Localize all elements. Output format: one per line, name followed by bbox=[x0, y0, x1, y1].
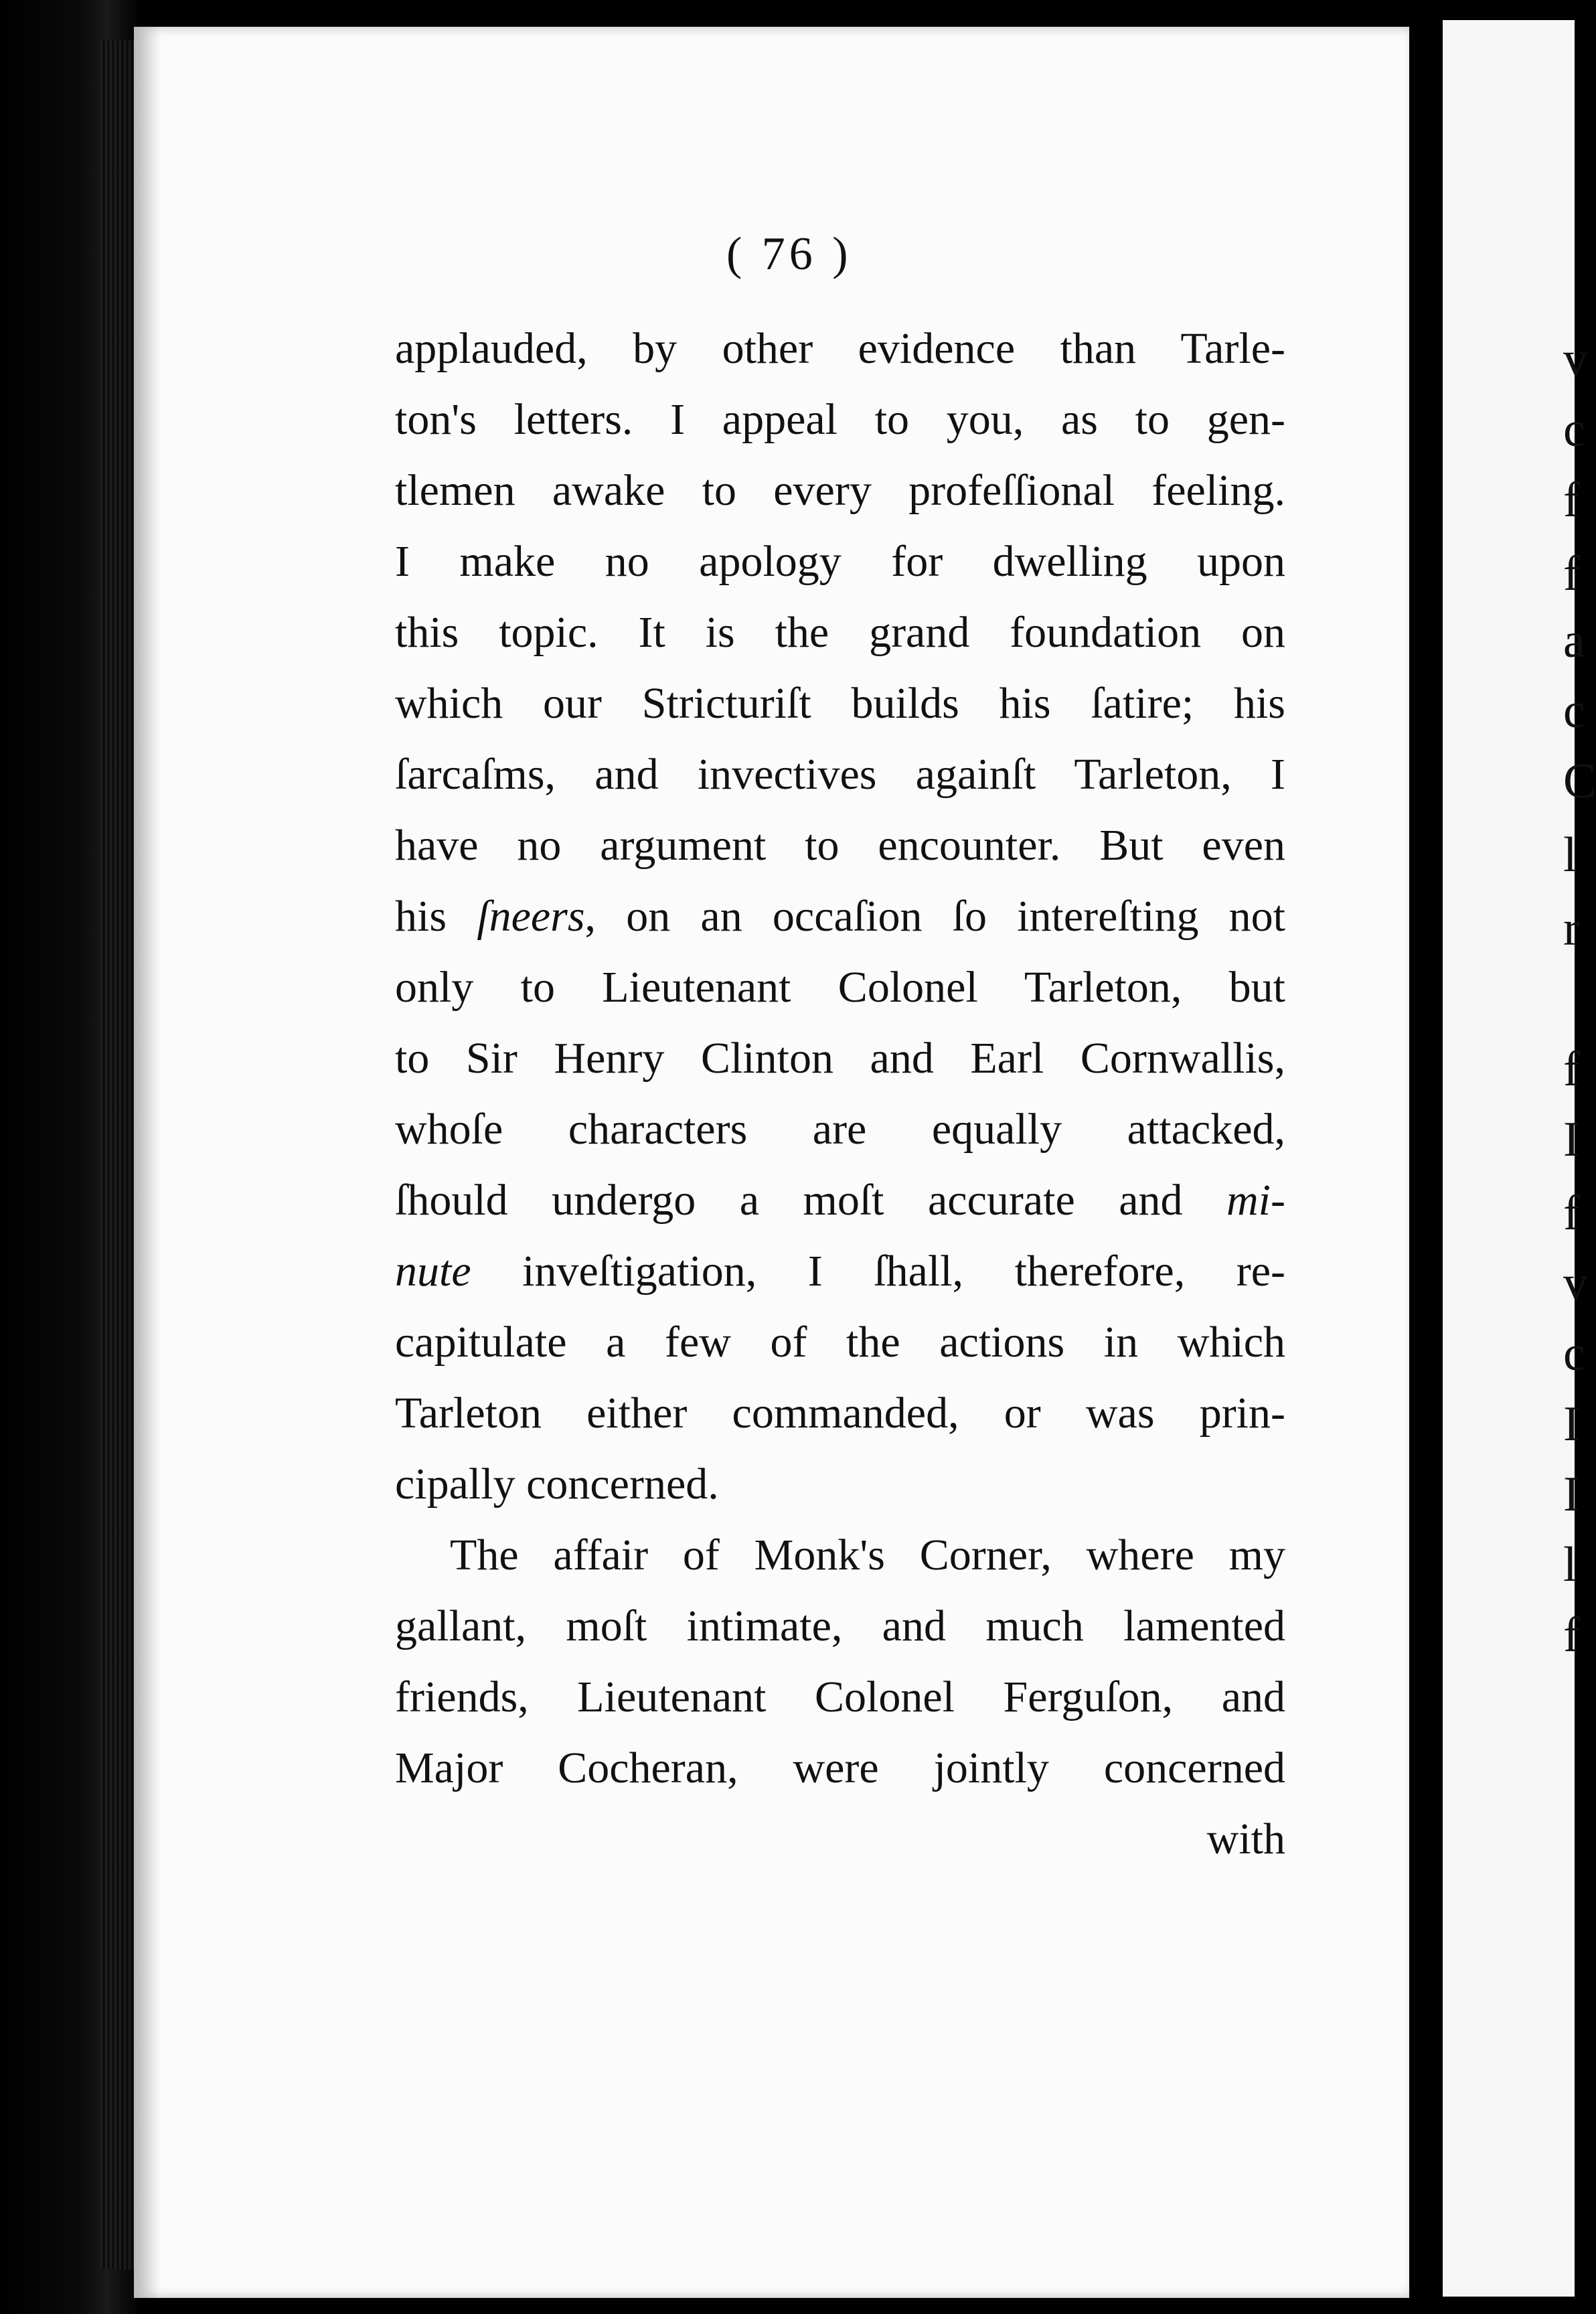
facing-page-edge bbox=[1443, 20, 1596, 2297]
facing-page-letter: v bbox=[1563, 332, 1588, 387]
text-line bbox=[395, 1236, 1285, 1307]
text-segment: only to Lieutenant Colonel Tarleton, but bbox=[395, 963, 1285, 1012]
text-segment: ſarcaſms, and invectives againſt Tarleton, I bbox=[395, 750, 1285, 799]
page-stack-edges bbox=[100, 40, 134, 2270]
facing-page-letter: l bbox=[1563, 828, 1577, 882]
text-line bbox=[395, 1449, 1285, 1520]
text-segment: Major Cocheran, were jointly concerned bbox=[395, 1744, 1285, 1792]
text-segment: friends, Lieutenant Colonel Ferguſon, and bbox=[395, 1673, 1285, 1721]
text-segment: to Sir Henry Clinton and Earl Cornwallis, bbox=[395, 1034, 1285, 1083]
facing-page-letter: f bbox=[1563, 1186, 1580, 1241]
facing-page-letter: r bbox=[1563, 901, 1580, 956]
facing-page-letter: f bbox=[1563, 1042, 1580, 1097]
text-line bbox=[395, 881, 1285, 952]
facing-page-letter: I bbox=[1563, 1397, 1580, 1452]
facing-page-letter: f bbox=[1563, 546, 1580, 601]
italic-text: mi- bbox=[1226, 1176, 1285, 1225]
text-segment: have no argument to encounter. But even bbox=[395, 821, 1285, 870]
text-line bbox=[395, 1733, 1285, 1804]
text-segment: Tarleton either commanded, or was prin- bbox=[395, 1389, 1285, 1438]
facing-page-letter: I bbox=[1563, 1112, 1580, 1167]
text-segment: The affair of Monk's Corner, where my bbox=[450, 1531, 1285, 1579]
facing-page-letter: C bbox=[1563, 754, 1596, 809]
text-line bbox=[395, 455, 1285, 526]
text-segment: gallant, moſt intimate, and much lamented bbox=[395, 1602, 1285, 1650]
text-line bbox=[395, 1378, 1285, 1449]
text-line bbox=[395, 952, 1285, 1023]
text-line bbox=[395, 1023, 1285, 1094]
italic-text: nute bbox=[395, 1247, 471, 1296]
text-line bbox=[395, 1591, 1285, 1662]
facing-page-letter: c bbox=[1563, 402, 1585, 457]
text-segment: , on an occaſion ſo intereſting not bbox=[584, 892, 1285, 941]
text-segment: this topic. It is the grand foundation on bbox=[395, 608, 1285, 657]
text-segment: whoſe characters are equally attacked, bbox=[395, 1105, 1285, 1154]
text-segment: I make no apology for dwelling upon bbox=[395, 537, 1285, 586]
facing-page-letter: l bbox=[1563, 1537, 1577, 1592]
text-line bbox=[395, 810, 1285, 881]
text-segment: capitulate a few of the actions in which bbox=[395, 1318, 1285, 1367]
catchword: with bbox=[1206, 1815, 1285, 1863]
text-line bbox=[395, 384, 1285, 455]
text-line bbox=[395, 526, 1285, 597]
text-line bbox=[395, 1662, 1285, 1733]
page-number: ( 76 ) bbox=[726, 228, 852, 280]
text-segment: his bbox=[395, 892, 477, 941]
text-line bbox=[395, 668, 1285, 739]
text-segment: cipally concerned. bbox=[395, 1460, 719, 1509]
facing-page-letter: I bbox=[1563, 1467, 1580, 1522]
text-line bbox=[395, 1307, 1285, 1378]
text-segment: inveſtigation, I ſhall, therefore, re- bbox=[471, 1247, 1285, 1296]
text-line bbox=[395, 1520, 1285, 1591]
page-gap bbox=[1409, 0, 1443, 2314]
page-gutter-shadow bbox=[134, 27, 161, 2298]
text-line bbox=[395, 1094, 1285, 1165]
facing-page-letter: v bbox=[1563, 1256, 1588, 1311]
text-segment: tlemen awake to every profeſſional feeling. bbox=[395, 466, 1285, 515]
text-line bbox=[395, 1165, 1285, 1236]
text-segment: applauded, by other evidence than Tarle- bbox=[395, 324, 1285, 373]
text-segment: which our Stricturiſt builds his ſatire; his bbox=[395, 679, 1285, 728]
text-line bbox=[395, 597, 1285, 668]
facing-page-letter: f bbox=[1563, 1608, 1580, 1663]
text-segment: ton's letters. I appeal to you, as to gen- bbox=[395, 395, 1285, 444]
facing-page-letter: c bbox=[1563, 1326, 1585, 1381]
italic-text: ſneers bbox=[477, 892, 585, 941]
facing-page-letter: a bbox=[1563, 613, 1585, 668]
text-line bbox=[395, 739, 1285, 810]
text-segment: ſhould undergo a moſt accurate and bbox=[395, 1176, 1227, 1225]
text-line bbox=[395, 313, 1285, 384]
facing-page-letter: c bbox=[1563, 684, 1585, 739]
page-body-text bbox=[395, 313, 1285, 1875]
facing-page-letter: f bbox=[1563, 473, 1580, 528]
